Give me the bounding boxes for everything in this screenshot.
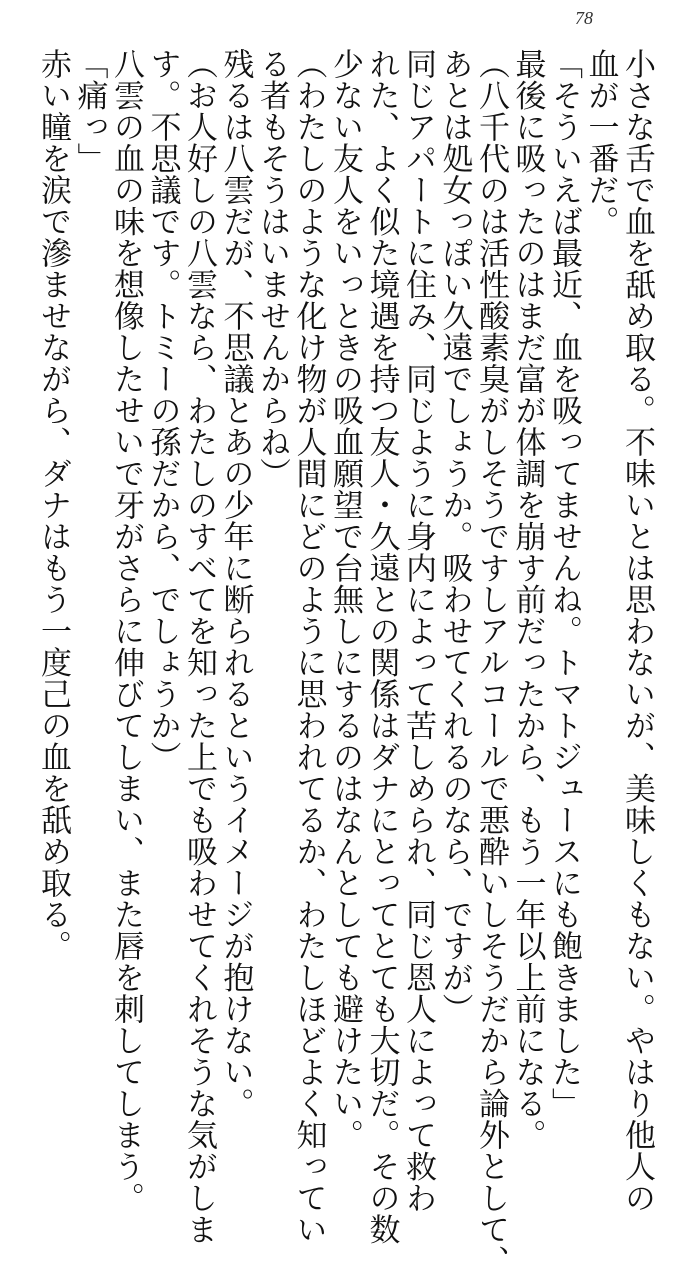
text-line: 残るは八雲だが、不思議とあの少年に断られるというイメージが抱けない。 — [217, 48, 254, 1119]
text-line: （八千代のは活性酸素臭がしそうですしアルコールで悪酔いしそうだから論外として、 — [473, 48, 509, 1277]
text-line: 血が一番だ。 — [582, 48, 619, 237]
text-line: （お人好しの八雲なら、わたしのすべてを知った上でも吸わせてくれそうな気がしま — [181, 48, 217, 1245]
text-line: 小さな舌で血を舐め取る。不味いとは思わないが、美味しくもない。やはり他人の — [619, 48, 655, 1214]
text-line: 「そういえば最近、血を吸ってませんね。トマトジュースにも飽きました」 — [546, 48, 582, 1119]
text-line: 八雲の血の味を想像したせいで牙がさらに伸びてしまい、また唇を刺してしまう。 — [108, 48, 144, 1214]
text-line: 「痛っ」 — [71, 48, 108, 174]
text-line: 最後に吸ったのはまだ富が体調を崩す前だったから、もう一年以上前になる。 — [509, 48, 546, 1151]
text-line: す。不思議です。トミーの孫だから、でしょうか） — [144, 48, 181, 773]
page-number: 78 — [575, 8, 593, 28]
text-line: 同じアパートに住み、同じように身内によって苦しめられ、同じ恩人によって救わ — [400, 48, 436, 1214]
body-text — [34, 48, 655, 1277]
text-line: れた、よく似た境遇を持つ友人・久遠との関係はダナにとってとても大切だ。その数 — [363, 48, 400, 1245]
text-line: 少ない友人をいっときの吸血願望で台無しにするのはなんとしても避けたい。 — [327, 48, 363, 1151]
text-line: あとは処女っぽい久遠でしょうか。吸わせてくれるのなら、ですが） — [436, 48, 473, 1025]
text-line: （わたしのような化け物が人間にどのように思われてるか、わたしほどよく知ってい — [290, 48, 327, 1245]
text-line: る者もそうはいませんからね） — [254, 48, 290, 489]
text-line: 赤い瞳を涙で滲ませながら、ダナはもう一度己の血を舐め取る。 — [35, 48, 71, 962]
